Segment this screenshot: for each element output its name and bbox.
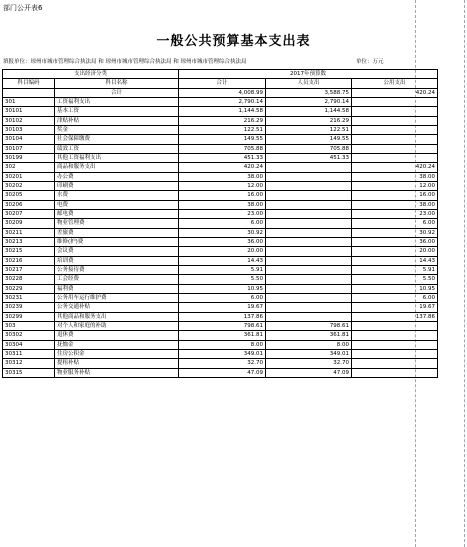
cell-public: 420.24 bbox=[352, 163, 438, 172]
cell-name: 电费 bbox=[55, 200, 179, 209]
cell-total: 8.00 bbox=[179, 340, 266, 349]
cell-personnel: 2,790.14 bbox=[266, 97, 352, 106]
cell-public bbox=[352, 116, 438, 125]
cell-personnel: 705.88 bbox=[266, 144, 352, 153]
cell-public: 38.00 bbox=[352, 172, 438, 181]
cell-code: 30302 bbox=[3, 331, 55, 340]
cell-public: 20.00 bbox=[352, 247, 438, 256]
document-id: 部门公开表6 bbox=[3, 4, 43, 12]
table-row bbox=[3, 135, 438, 144]
cell-name: 绩效工资 bbox=[55, 144, 179, 153]
cell-public bbox=[352, 331, 438, 340]
cell-name: 其他工资福利支出 bbox=[55, 153, 179, 162]
cell-public: 420.24 bbox=[352, 88, 438, 97]
cell-public: 5.91 bbox=[352, 265, 438, 274]
cell-personnel bbox=[266, 303, 352, 312]
cell-total: 23.00 bbox=[179, 209, 266, 218]
table-row bbox=[3, 265, 438, 274]
table-row bbox=[3, 200, 438, 209]
table-row bbox=[3, 247, 438, 256]
cell-personnel: 32.70 bbox=[266, 359, 352, 368]
cell-public bbox=[352, 359, 438, 368]
cell-public: 6.00 bbox=[352, 219, 438, 228]
cell-public: 23.00 bbox=[352, 209, 438, 218]
cell-code: 30201 bbox=[3, 172, 55, 181]
page-break-line bbox=[464, 0, 465, 547]
cell-public: 14.43 bbox=[352, 256, 438, 265]
group-header-row bbox=[3, 70, 438, 79]
table-row bbox=[3, 237, 438, 246]
table-row bbox=[3, 284, 438, 293]
cell-name: 培训费 bbox=[55, 256, 179, 265]
cell-code: 30202 bbox=[3, 181, 55, 190]
cell-name: 退休费 bbox=[55, 331, 179, 340]
cell-name: 对个人和家庭的补助 bbox=[55, 321, 179, 330]
cell-code: 30207 bbox=[3, 209, 55, 218]
cell-code bbox=[3, 88, 55, 97]
cell-personnel bbox=[266, 256, 352, 265]
table-row bbox=[3, 163, 438, 172]
cell-total: 349.01 bbox=[179, 349, 266, 358]
cell-personnel bbox=[266, 191, 352, 200]
cell-total: 12.00 bbox=[179, 181, 266, 190]
cell-name: 提租补贴 bbox=[55, 359, 179, 368]
cell-total: 38.00 bbox=[179, 200, 266, 209]
cell-name: 商品和服务支出 bbox=[55, 163, 179, 172]
cell-name: 住房公积金 bbox=[55, 349, 179, 358]
cell-code: 30239 bbox=[3, 303, 55, 312]
cell-code: 301 bbox=[3, 97, 55, 106]
cell-name: 办公费 bbox=[55, 172, 179, 181]
cell-personnel: 3,588.75 bbox=[266, 88, 352, 97]
cell-public bbox=[352, 368, 438, 377]
table-row bbox=[3, 209, 438, 218]
column-header-row bbox=[3, 79, 438, 88]
cell-total: 20.00 bbox=[179, 247, 266, 256]
cell-public: 6.00 bbox=[352, 293, 438, 302]
cell-name: 其他商品和服务支出 bbox=[55, 312, 179, 321]
cell-personnel bbox=[266, 228, 352, 237]
cell-code: 30216 bbox=[3, 256, 55, 265]
cell-personnel bbox=[266, 237, 352, 246]
cell-code: 30205 bbox=[3, 191, 55, 200]
cell-name: 物业服务补贴 bbox=[55, 368, 179, 377]
cell-public: 137.86 bbox=[352, 312, 438, 321]
table-row bbox=[3, 359, 438, 368]
cell-personnel bbox=[266, 181, 352, 190]
reporting-unit: 填报单位：琼州市城市管理综合执法局 和 琼州市城市管理综合执法局 和 琼州市城市管理综合执法局 bbox=[3, 59, 247, 65]
table-row bbox=[3, 153, 438, 162]
column-header-code: 科目编码 bbox=[3, 79, 55, 88]
cell-public: 38.00 bbox=[352, 200, 438, 209]
cell-name: 物业管理费 bbox=[55, 219, 179, 228]
cell-name: 福利费 bbox=[55, 284, 179, 293]
table-row bbox=[3, 125, 438, 134]
cell-total: 420.24 bbox=[179, 163, 266, 172]
cell-personnel: 8.00 bbox=[266, 340, 352, 349]
cell-personnel bbox=[266, 284, 352, 293]
cell-public: 5.50 bbox=[352, 275, 438, 284]
cell-code: 30107 bbox=[3, 144, 55, 153]
cell-personnel: 361.81 bbox=[266, 331, 352, 340]
cell-personnel: 349.01 bbox=[266, 349, 352, 358]
unit-label: 单位：万元 bbox=[356, 59, 384, 65]
cell-total: 451.33 bbox=[179, 153, 266, 162]
table-row bbox=[3, 144, 438, 153]
cell-personnel: 47.09 bbox=[266, 368, 352, 377]
cell-name: 工会经费 bbox=[55, 275, 179, 284]
cell-public bbox=[352, 340, 438, 349]
cell-code: 30217 bbox=[3, 265, 55, 274]
cell-total: 4,008.99 bbox=[179, 88, 266, 97]
cell-personnel: 149.55 bbox=[266, 135, 352, 144]
cell-name: 合计 bbox=[55, 88, 179, 97]
table-row bbox=[3, 331, 438, 340]
cell-personnel bbox=[266, 172, 352, 181]
cell-code: 30231 bbox=[3, 293, 55, 302]
cell-personnel bbox=[266, 163, 352, 172]
cell-name: 水费 bbox=[55, 191, 179, 200]
group-header-classification: 支出经济分类 bbox=[3, 70, 179, 79]
table-row bbox=[3, 116, 438, 125]
cell-code: 30211 bbox=[3, 228, 55, 237]
cell-total: 5.50 bbox=[179, 275, 266, 284]
cell-name: 抚恤金 bbox=[55, 340, 179, 349]
cell-personnel bbox=[266, 275, 352, 284]
cell-code: 30215 bbox=[3, 247, 55, 256]
cell-code: 30311 bbox=[3, 349, 55, 358]
cell-public: 12.00 bbox=[352, 181, 438, 190]
column-header-total: 合计 bbox=[179, 79, 266, 88]
cell-total: 216.29 bbox=[179, 116, 266, 125]
table-row bbox=[3, 368, 438, 377]
cell-public bbox=[352, 97, 438, 106]
table-row bbox=[3, 340, 438, 349]
cell-total: 30.92 bbox=[179, 228, 266, 237]
cell-personnel bbox=[266, 312, 352, 321]
table-row bbox=[3, 228, 438, 237]
cell-code: 30206 bbox=[3, 200, 55, 209]
cell-total: 5.91 bbox=[179, 265, 266, 274]
cell-total: 16.00 bbox=[179, 191, 266, 200]
cell-total: 19.67 bbox=[179, 303, 266, 312]
cell-code: 30209 bbox=[3, 219, 55, 228]
column-header-public: 公用支出 bbox=[352, 79, 438, 88]
cell-total: 10.95 bbox=[179, 284, 266, 293]
cell-total: 122.51 bbox=[179, 125, 266, 134]
table-row bbox=[3, 321, 438, 330]
table-row bbox=[3, 312, 438, 321]
cell-code: 30199 bbox=[3, 153, 55, 162]
cell-code: 30229 bbox=[3, 284, 55, 293]
table-row bbox=[3, 97, 438, 106]
cell-personnel bbox=[266, 219, 352, 228]
cell-total: 361.81 bbox=[179, 331, 266, 340]
cell-public bbox=[352, 125, 438, 134]
cell-public bbox=[352, 153, 438, 162]
cell-public: 36.00 bbox=[352, 237, 438, 246]
budget-table bbox=[2, 69, 438, 378]
cell-personnel: 216.29 bbox=[266, 116, 352, 125]
cell-public: 16.00 bbox=[352, 191, 438, 200]
table-row bbox=[3, 172, 438, 181]
table-row bbox=[3, 191, 438, 200]
cell-personnel: 798.61 bbox=[266, 321, 352, 330]
cell-total: 36.00 bbox=[179, 237, 266, 246]
cell-code: 30315 bbox=[3, 368, 55, 377]
cell-personnel: 451.33 bbox=[266, 153, 352, 162]
cell-code: 30103 bbox=[3, 125, 55, 134]
cell-code: 30102 bbox=[3, 116, 55, 125]
table-row bbox=[3, 88, 438, 97]
table-row bbox=[3, 256, 438, 265]
cell-code: 30228 bbox=[3, 275, 55, 284]
cell-code: 30304 bbox=[3, 340, 55, 349]
column-header-name: 科目名称 bbox=[55, 79, 179, 88]
cell-total: 38.00 bbox=[179, 172, 266, 181]
table-row bbox=[3, 303, 438, 312]
cell-total: 6.00 bbox=[179, 293, 266, 302]
table-row bbox=[3, 107, 438, 116]
cell-name: 基本工资 bbox=[55, 107, 179, 116]
cell-public bbox=[352, 107, 438, 116]
cell-personnel bbox=[266, 265, 352, 274]
cell-name: 邮电费 bbox=[55, 209, 179, 218]
table-row bbox=[3, 181, 438, 190]
cell-personnel: 122.51 bbox=[266, 125, 352, 134]
cell-code: 30104 bbox=[3, 135, 55, 144]
cell-public: 19.67 bbox=[352, 303, 438, 312]
cell-public bbox=[352, 144, 438, 153]
cell-total: 32.70 bbox=[179, 359, 266, 368]
cell-code: 30101 bbox=[3, 107, 55, 116]
table-row bbox=[3, 349, 438, 358]
table-row bbox=[3, 219, 438, 228]
cell-name: 维修(护)费 bbox=[55, 237, 179, 246]
cell-total: 14.43 bbox=[179, 256, 266, 265]
cell-code: 30299 bbox=[3, 312, 55, 321]
cell-personnel bbox=[266, 247, 352, 256]
cell-public bbox=[352, 321, 438, 330]
page-title: 一般公共预算基本支出表 bbox=[156, 34, 311, 49]
cell-code: 302 bbox=[3, 163, 55, 172]
cell-total: 6.00 bbox=[179, 219, 266, 228]
cell-total: 47.09 bbox=[179, 368, 266, 377]
cell-name: 公务交通补贴 bbox=[55, 303, 179, 312]
cell-personnel bbox=[266, 200, 352, 209]
table-row bbox=[3, 293, 438, 302]
cell-name: 印刷费 bbox=[55, 181, 179, 190]
cell-name: 差旅费 bbox=[55, 228, 179, 237]
cell-name: 公务用车运行维护费 bbox=[55, 293, 179, 302]
cell-total: 137.86 bbox=[179, 312, 266, 321]
cell-public bbox=[352, 135, 438, 144]
cell-personnel bbox=[266, 293, 352, 302]
cell-code: 303 bbox=[3, 321, 55, 330]
group-header-budget-year: 2017年预算数 bbox=[179, 70, 438, 79]
cell-public: 10.95 bbox=[352, 284, 438, 293]
cell-total: 798.61 bbox=[179, 321, 266, 330]
cell-total: 1,144.58 bbox=[179, 107, 266, 116]
cell-code: 30312 bbox=[3, 359, 55, 368]
cell-name: 津贴补贴 bbox=[55, 116, 179, 125]
cell-total: 2,790.14 bbox=[179, 97, 266, 106]
cell-public bbox=[352, 349, 438, 358]
table-row bbox=[3, 275, 438, 284]
cell-name: 会议费 bbox=[55, 247, 179, 256]
cell-personnel bbox=[266, 209, 352, 218]
cell-public: 30.92 bbox=[352, 228, 438, 237]
cell-code: 30213 bbox=[3, 237, 55, 246]
cell-personnel: 1,144.58 bbox=[266, 107, 352, 116]
cell-name: 社会保障缴费 bbox=[55, 135, 179, 144]
column-header-personnel: 人员支出 bbox=[266, 79, 352, 88]
cell-total: 149.55 bbox=[179, 135, 266, 144]
cell-total: 705.88 bbox=[179, 144, 266, 153]
cell-name: 奖金 bbox=[55, 125, 179, 134]
cell-name: 公务接待费 bbox=[55, 265, 179, 274]
cell-name: 工资福利支出 bbox=[55, 97, 179, 106]
